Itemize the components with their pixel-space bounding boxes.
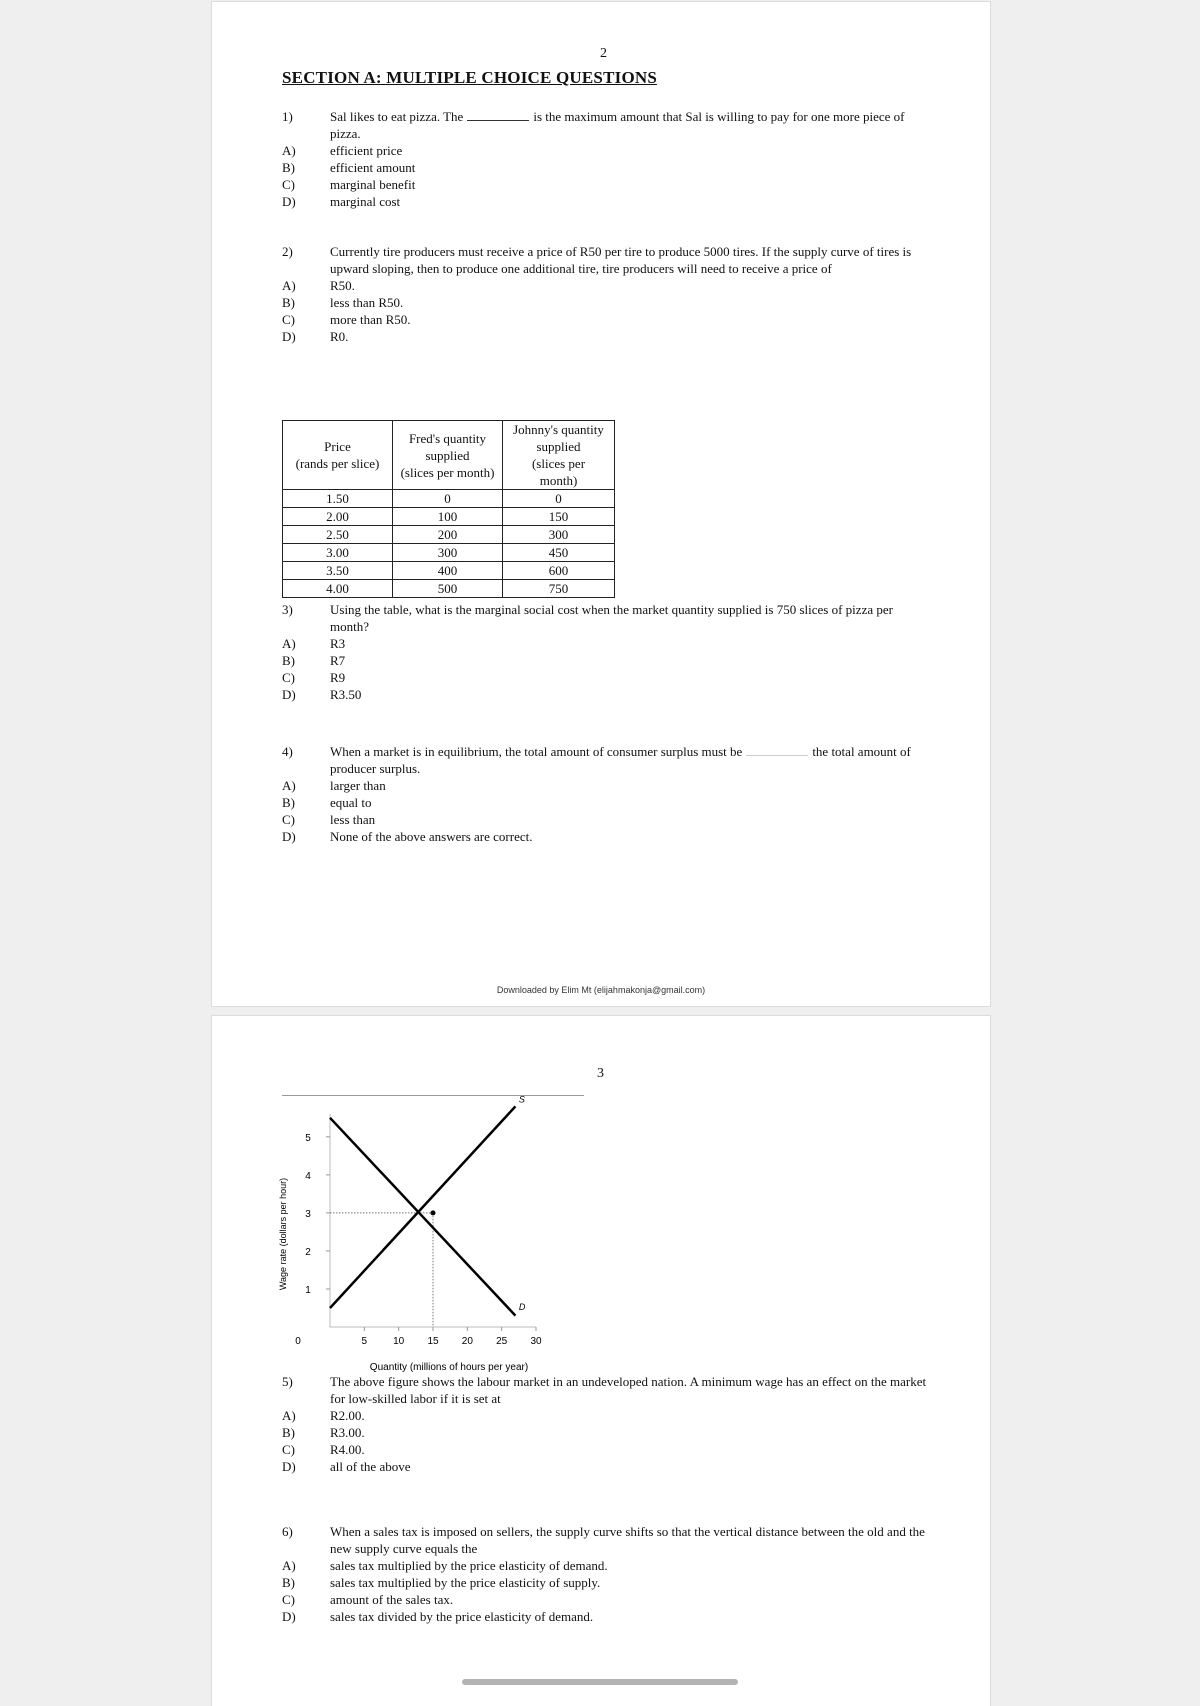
option-label: D) <box>282 687 296 702</box>
table-row <box>283 562 615 580</box>
option-d <box>282 1608 932 1625</box>
supply-curve <box>330 1106 515 1308</box>
option-b <box>282 294 932 311</box>
table-cell: 750 <box>503 580 615 598</box>
table-row <box>283 544 615 562</box>
option-text: R0. <box>330 329 349 344</box>
option-text: R9 <box>330 670 346 685</box>
option-text: equal to <box>330 795 372 810</box>
option-text: efficient price <box>330 143 403 158</box>
y-tick-label: 5 <box>305 1132 311 1144</box>
x-axis-label: Quantity (millions of hours per year) <box>369 1362 529 1373</box>
table-cell: 400 <box>393 562 503 580</box>
option-text: larger than <box>330 778 386 793</box>
table-row <box>283 580 615 598</box>
table-cell: 3.00 <box>283 544 393 562</box>
x-tick-label: 10 <box>393 1336 405 1347</box>
option-text: R7 <box>330 653 346 668</box>
option-c <box>282 176 932 193</box>
option-label: A) <box>282 1408 296 1423</box>
option-label: D) <box>282 1609 296 1624</box>
option-b <box>282 1424 932 1441</box>
table-cell: 0 <box>393 490 503 508</box>
option-c <box>282 1441 932 1458</box>
stem-part-2: is the maximum amount that Sal is willing to pay for one more piece of pizza. <box>330 109 905 141</box>
stem-part-2: the total amount of producer surplus. <box>330 744 911 776</box>
option-label: D) <box>282 829 296 844</box>
option-label: B) <box>282 1575 295 1590</box>
option-text: more than R50. <box>330 312 411 327</box>
document-page-2 <box>212 2 990 1006</box>
option-label: D) <box>282 1459 296 1474</box>
option-label: B) <box>282 295 295 310</box>
table-cell: 600 <box>503 562 615 580</box>
horizontal-scrollbar[interactable] <box>462 1679 738 1685</box>
demand-curve <box>330 1118 515 1316</box>
option-a <box>282 777 932 794</box>
stem-part-1: Sal likes to eat pizza. The <box>330 109 464 124</box>
question-3 <box>282 601 932 703</box>
question-number: 6) <box>282 1524 293 1539</box>
question-2 <box>282 243 932 345</box>
equilibrium-point <box>431 1210 436 1215</box>
option-a <box>282 142 932 159</box>
option-d <box>282 193 932 210</box>
option-label: A) <box>282 143 296 158</box>
option-label: A) <box>282 1558 296 1573</box>
option-text: R2.00. <box>330 1408 365 1423</box>
option-text: R3 <box>330 636 346 651</box>
stem-part-1: When a market is in equilibrium, the total amount of consumer surplus must be <box>330 744 743 759</box>
option-text: marginal benefit <box>330 177 416 192</box>
option-label: B) <box>282 653 295 668</box>
table-cell: 450 <box>503 544 615 562</box>
option-label: B) <box>282 1425 295 1440</box>
table-cell: 0 <box>503 490 615 508</box>
question-stem: When a sales tax is imposed on sellers, the supply curve shifts so that the vertical distance between the old and the new supply curve equals the <box>330 1524 925 1556</box>
table-row <box>283 490 615 508</box>
download-footer: Downloaded by Elim Mt (elijahmakonja@gmail.com) <box>496 985 706 995</box>
option-d <box>282 328 932 345</box>
option-label: C) <box>282 177 295 192</box>
table-cell: 300 <box>393 544 503 562</box>
supply-table <box>282 420 615 598</box>
option-a <box>282 1557 932 1574</box>
option-label: C) <box>282 1442 295 1457</box>
document-page-3 <box>212 1016 990 1706</box>
question-number: 5) <box>282 1374 293 1389</box>
header-line: Fred's quantity <box>408 430 487 446</box>
option-label: C) <box>282 670 295 685</box>
option-text: marginal cost <box>330 194 401 209</box>
question-stem <box>330 108 932 142</box>
separator-line <box>282 1095 584 1096</box>
option-label: D) <box>282 329 296 344</box>
option-text: R4.00. <box>330 1442 365 1457</box>
option-c <box>282 311 932 328</box>
option-text: R50. <box>330 278 355 293</box>
option-a <box>282 277 932 294</box>
option-text: R3.00. <box>330 1425 365 1440</box>
option-c <box>282 1591 932 1608</box>
answer-blank <box>467 109 529 121</box>
option-b <box>282 1574 932 1591</box>
page-number: 2 <box>600 46 607 61</box>
table-cell: 2.00 <box>283 508 393 526</box>
option-label: A) <box>282 278 296 293</box>
option-text: less than <box>330 812 376 827</box>
supply-curve-label: S <box>518 1094 525 1105</box>
option-text: amount of the sales tax. <box>330 1592 454 1607</box>
option-d <box>282 686 932 703</box>
option-a <box>282 635 932 652</box>
option-label: C) <box>282 1592 295 1607</box>
question-number: 2) <box>282 244 293 259</box>
table-row <box>283 508 615 526</box>
question-stem: Currently tire producers must receive a price of R50 per tire to produce 5000 tires. If the supply curve of tires is upward sloping, then to produce one additional tire, tire producers will need to receive a price of <box>330 244 912 276</box>
header-line: Price <box>324 439 351 454</box>
question-number: 1) <box>282 109 293 124</box>
option-label: A) <box>282 778 296 793</box>
option-label: C) <box>282 312 295 327</box>
question-number: 4) <box>282 744 293 759</box>
y-tick-label: 1 <box>305 1284 311 1296</box>
x-tick-label: 20 <box>461 1336 473 1347</box>
header-johnny <box>503 421 615 490</box>
y-tick-label: 2 <box>305 1246 311 1258</box>
header-line: supplied <box>536 439 581 454</box>
table-cell: 100 <box>393 508 503 526</box>
option-text: sales tax multiplied by the price elasticity of supply. <box>330 1575 601 1590</box>
section-title: SECTION A: MULTIPLE CHOICE QUESTIONS <box>282 68 657 87</box>
option-text: sales tax divided by the price elasticity of demand. <box>330 1609 594 1624</box>
option-text: efficient amount <box>330 160 416 175</box>
labour-market-chart <box>272 1094 572 1386</box>
header-fred <box>393 421 503 490</box>
table-row <box>283 526 615 544</box>
header-line: (slices per month) <box>400 464 495 480</box>
table-header-row <box>283 421 615 490</box>
option-d <box>282 828 932 845</box>
table-cell: 1.50 <box>283 490 393 508</box>
answer-blank <box>746 744 808 756</box>
header-line: Johnny's quantity <box>513 422 604 437</box>
option-text: less than R50. <box>330 295 404 310</box>
table-cell: 200 <box>393 526 503 544</box>
question-4 <box>282 743 932 845</box>
question-1 <box>282 108 932 210</box>
table-cell: 2.50 <box>283 526 393 544</box>
option-a <box>282 1407 932 1424</box>
header-line: (slices per <box>531 456 586 471</box>
option-b <box>282 652 932 669</box>
option-text: None of the above answers are correct. <box>330 829 533 844</box>
option-label: C) <box>282 812 295 827</box>
header-price <box>283 421 393 490</box>
question-number: 3) <box>282 602 293 617</box>
x-tick-label: 15 <box>427 1336 439 1347</box>
y-tick-label: 3 <box>305 1208 311 1220</box>
question-6 <box>282 1523 932 1625</box>
option-text: sales tax multiplied by the price elasticity of demand. <box>330 1558 608 1573</box>
demand-curve-label: D <box>518 1301 526 1312</box>
option-c <box>282 669 932 686</box>
option-c <box>282 811 932 828</box>
page-number: 3 <box>597 1066 604 1081</box>
x-tick-label: 5 <box>361 1336 368 1347</box>
x-tick-label: 30 <box>530 1336 542 1347</box>
option-b <box>282 794 932 811</box>
option-label: B) <box>282 795 295 810</box>
header-line: month) <box>539 473 578 488</box>
x-tick-label: 0 <box>295 1336 301 1347</box>
table-cell: 150 <box>503 508 615 526</box>
question-stem <box>330 743 932 777</box>
table-cell: 500 <box>393 580 503 598</box>
option-b <box>282 159 932 176</box>
option-text: R3.50 <box>330 687 362 702</box>
table-cell: 300 <box>503 526 615 544</box>
header-line: supplied <box>425 447 470 463</box>
question-stem: The above figure shows the labour market in an undeveloped nation. A minimum wage has an effect on the market for low-skilled labor if it is set at <box>330 1374 927 1406</box>
option-label: B) <box>282 160 295 175</box>
y-tick-label: 4 <box>305 1170 311 1182</box>
y-axis-label: Wage rate (dollars per hour) <box>278 1177 288 1291</box>
question-5 <box>282 1373 932 1475</box>
option-label: A) <box>282 636 296 651</box>
option-text: all of the above <box>330 1459 411 1474</box>
table-cell: 4.00 <box>283 580 393 598</box>
option-label: D) <box>282 194 296 209</box>
table-cell: 3.50 <box>283 562 393 580</box>
question-stem: Using the table, what is the marginal social cost when the market quantity supplied is 750 slices of pizza per month? <box>330 602 893 634</box>
option-d <box>282 1458 932 1475</box>
x-tick-label: 25 <box>496 1336 508 1347</box>
header-line: (rands per slice) <box>295 456 380 471</box>
